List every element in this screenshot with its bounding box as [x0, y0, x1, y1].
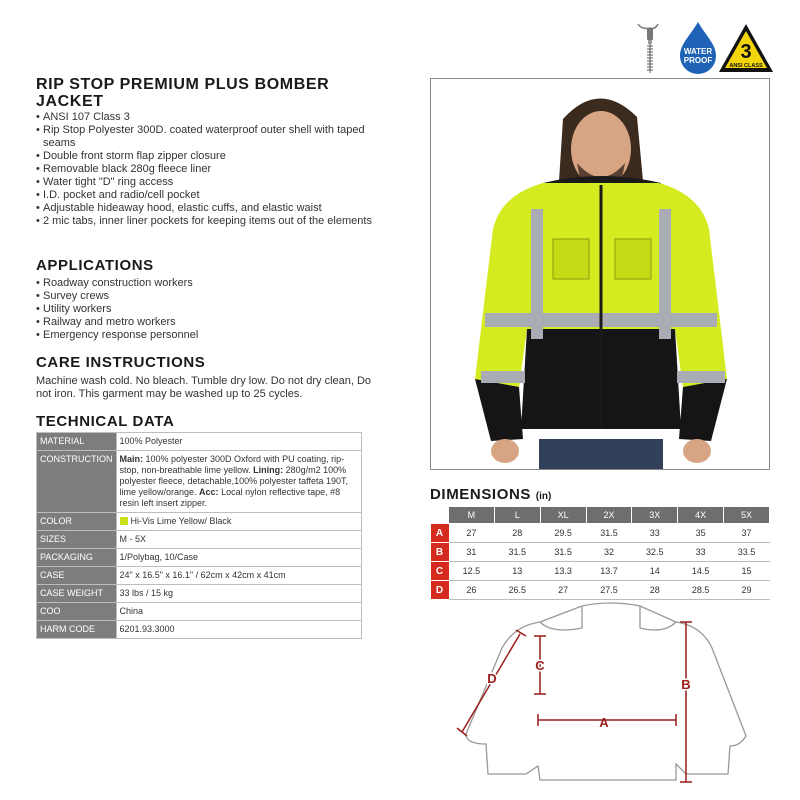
feature-item: • 2 mic tabs, inner liner pockets for keeping items out of the elements — [36, 215, 391, 228]
feature-item: • Double front storm flap zipper closure — [36, 150, 391, 163]
dimensions-unit: (in) — [535, 491, 552, 502]
harm-code-label: HARM CODE — [37, 621, 117, 639]
construction-acc: Local nylon reflective tape, #8 resin left insert zipper. — [119, 487, 341, 508]
construction-acc-label: Acc: — [199, 487, 219, 497]
dimension-value: 27 — [449, 524, 495, 543]
dimension-value: 14 — [632, 562, 678, 581]
table-row — [431, 543, 770, 562]
table-row — [37, 621, 362, 639]
dimension-row-label: D — [431, 581, 449, 600]
care-heading: CARE INSTRUCTIONS — [36, 354, 206, 371]
applications-list — [36, 277, 391, 342]
dimension-value: 13.3 — [540, 562, 586, 581]
dimension-row-label: A — [431, 524, 449, 543]
ansi-number: 3 — [740, 41, 752, 63]
care-text: Machine wash cold. No bleach. Tumble dry low. Do not dry clean, Do not iron. This garment may be washed up to 25 cycles. — [36, 375, 372, 400]
table-row — [37, 451, 362, 513]
material-value: 100% Polyester — [116, 433, 362, 451]
dimension-value: 32 — [586, 543, 632, 562]
table-row — [431, 524, 770, 543]
dimension-value: 29.5 — [540, 524, 586, 543]
dimension-value: 33.5 — [724, 543, 770, 562]
table-row — [37, 603, 362, 621]
ansi-label: ANSI CLASS — [729, 63, 763, 69]
zipper-icon — [638, 24, 658, 73]
color-swatch — [120, 517, 128, 525]
table-row — [37, 531, 362, 549]
feature-item: • Water tight "D" ring access — [36, 176, 391, 189]
packaging-label: PACKAGING — [37, 549, 117, 567]
case-weight-label: CASE WEIGHT — [37, 585, 117, 603]
dimension-value: 35 — [678, 524, 724, 543]
application-item: • Emergency response personnel — [36, 329, 391, 342]
construction-value — [116, 451, 362, 513]
dimension-value: 14.5 — [678, 562, 724, 581]
dimensions-heading — [430, 486, 551, 503]
diagram-label-a: A — [599, 715, 609, 730]
case-weight-value: 33 lbs / 15 kg — [116, 585, 362, 603]
dimensions-corner — [431, 507, 449, 524]
applications-heading: APPLICATIONS — [36, 257, 154, 274]
measurement-diagram — [440, 596, 770, 796]
construction-main-label: Main: — [119, 454, 143, 464]
product-photo — [430, 78, 770, 470]
diagram-label-c: C — [535, 658, 545, 673]
dimension-value: 27.5 — [586, 581, 632, 600]
jacket-outline — [466, 603, 746, 780]
table-row — [37, 549, 362, 567]
size-header: 5X — [724, 507, 770, 524]
construction-lining-label: Lining: — [253, 465, 284, 475]
dimension-value: 37 — [724, 524, 770, 543]
dimension-value: 33 — [678, 543, 724, 562]
dimension-value: 28.5 — [678, 581, 724, 600]
dimension-value: 33 — [632, 524, 678, 543]
technical-data-table — [36, 432, 362, 639]
color-value: Hi-Vis Lime Yellow/ Black — [130, 516, 232, 526]
size-header: L — [494, 507, 540, 524]
dimension-value: 13 — [494, 562, 540, 581]
dimension-value: 31 — [449, 543, 495, 562]
waterproof-icon — [680, 22, 716, 74]
dimension-value: 13.7 — [586, 562, 632, 581]
feature-item: • Adjustable hideaway hood, elastic cuffs, and elastic waist — [36, 202, 391, 215]
feature-item: • ANSI 107 Class 3 — [36, 111, 391, 124]
waterproof-label-1: WATER — [683, 47, 713, 56]
size-header: 2X — [586, 507, 632, 524]
dimension-value: 28 — [632, 581, 678, 600]
feature-item: • Rip Stop Polyester 300D. coated waterproof outer shell with taped seams — [36, 124, 391, 150]
construction-lining: 280g/m2 100% polyester fleece, detachable,100% polyester taffeta 190T, lime yellow/orange. — [119, 465, 348, 497]
coo-label: COO — [37, 603, 117, 621]
packaging-value: 1/Polybag, 10/Case — [116, 549, 362, 567]
size-header: 3X — [632, 507, 678, 524]
color-value-cell — [116, 513, 362, 531]
certification-icons — [628, 20, 778, 78]
material-label: MATERIAL — [37, 433, 117, 451]
dimensions-title: DIMENSIONS — [430, 486, 532, 503]
technical-heading: TECHNICAL DATA — [36, 413, 175, 430]
feature-item: • Removable black 280g fleece liner — [36, 163, 391, 176]
dimension-value: 15 — [724, 562, 770, 581]
harm-code-value: 6201.93.3000 — [116, 621, 362, 639]
application-item: • Survey crews — [36, 290, 391, 303]
table-row — [37, 567, 362, 585]
dimensions-table — [430, 506, 770, 600]
diagram-label-d: D — [487, 671, 497, 686]
construction-main: 100% polyester 300D Oxford with PU coating, rip-stop, non-breathable lime yellow. — [119, 454, 345, 475]
table-row — [37, 433, 362, 451]
feature-list — [36, 111, 391, 228]
jacket-model-illustration — [431, 79, 770, 470]
dimension-value: 31.5 — [586, 524, 632, 543]
application-item: • Utility workers — [36, 303, 391, 316]
size-header: 4X — [678, 507, 724, 524]
application-item: • Roadway construction workers — [36, 277, 391, 290]
dimension-row-label: C — [431, 562, 449, 581]
table-row — [37, 513, 362, 531]
case-label: CASE — [37, 567, 117, 585]
table-row — [431, 562, 770, 581]
size-header: XL — [540, 507, 586, 524]
dimension-value: 31.5 — [494, 543, 540, 562]
dimension-row-label: B — [431, 543, 449, 562]
sizes-label: SIZES — [37, 531, 117, 549]
sizes-value: M - 5X — [116, 531, 362, 549]
size-header: M — [449, 507, 495, 524]
diagram-label-b: B — [681, 677, 691, 692]
color-label: COLOR — [37, 513, 117, 531]
dimension-value: 29 — [724, 581, 770, 600]
dimension-value: 31.5 — [540, 543, 586, 562]
dimension-value: 26.5 — [494, 581, 540, 600]
construction-label: CONSTRUCTION — [37, 451, 117, 513]
application-item: • Railway and metro workers — [36, 316, 391, 329]
product-title: RIP STOP PREMIUM PLUS BOMBER JACKET — [36, 76, 330, 110]
dimension-value: 26 — [449, 581, 495, 600]
case-value: 24" x 16.5" x 16.1" / 62cm x 42cm x 41cm — [116, 567, 362, 585]
feature-item: • I.D. pocket and radio/cell pocket — [36, 189, 391, 202]
waterproof-label-2: PROOF — [683, 56, 713, 65]
coo-value: China — [116, 603, 362, 621]
dimension-value: 12.5 — [449, 562, 495, 581]
table-row — [37, 585, 362, 603]
ansi-class-3-icon — [719, 24, 773, 72]
dimension-value: 27 — [540, 581, 586, 600]
dimension-value: 28 — [494, 524, 540, 543]
dimension-value: 32.5 — [632, 543, 678, 562]
